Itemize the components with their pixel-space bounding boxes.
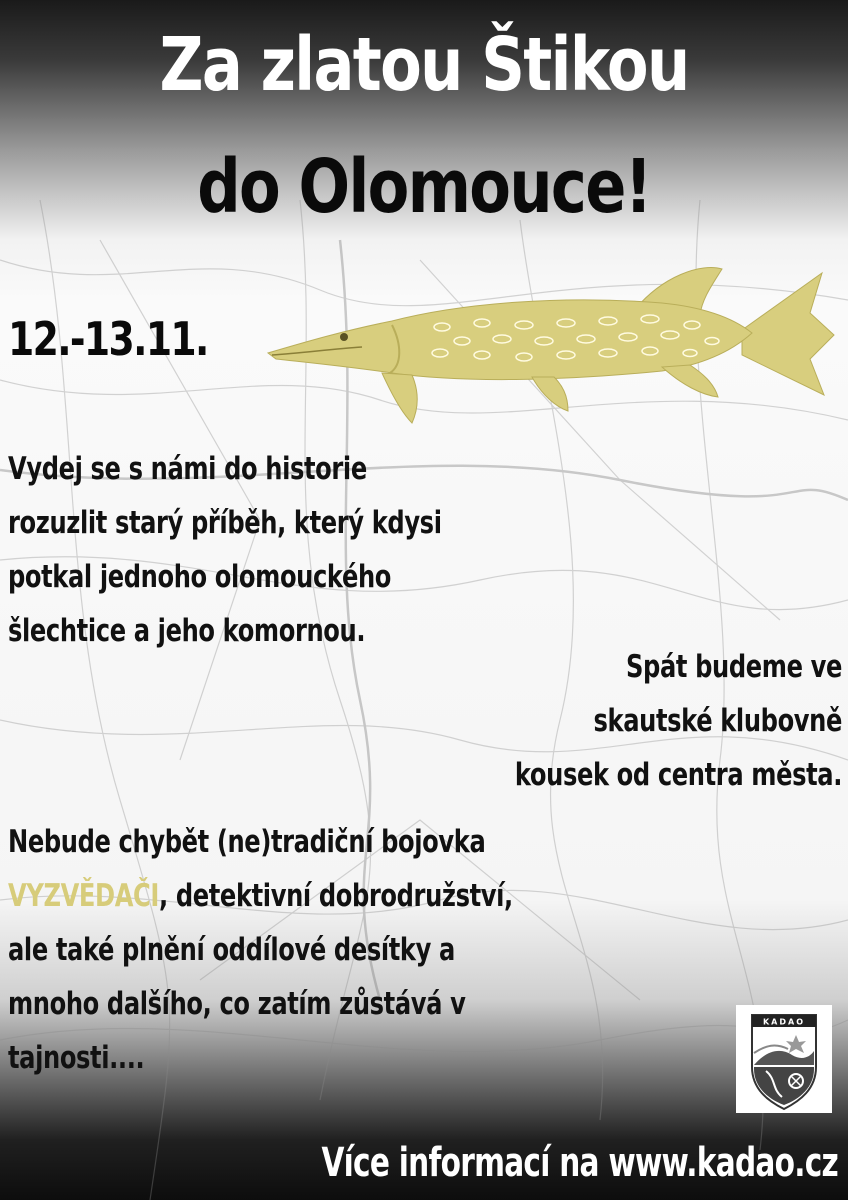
intro-paragraph <box>8 442 499 658</box>
event-date: 12.-13.11. <box>8 312 208 366</box>
kadao-logo <box>736 1005 832 1113</box>
title-line-1: Za zlatou Štikou <box>159 22 689 108</box>
accommodation-line: skautské klubovně <box>593 703 842 739</box>
footer-info: Více informací na www.kadao.cz <box>321 1140 838 1186</box>
intro-line: potkal jednoho olomouckého <box>8 559 392 595</box>
highlight-vyzvedaci: VYZVĚDAČI <box>8 878 160 914</box>
program-line: ale také plnění oddílové desítky a <box>8 932 455 968</box>
accommodation-paragraph <box>405 640 842 802</box>
intro-line: šlechtice a jeho komornou. <box>8 613 366 649</box>
intro-line: Vydej se s námi do historie <box>8 451 367 487</box>
title-line-2: do Olomouce! <box>197 144 651 230</box>
intro-line: rozuzlit starý příběh, který kdysi <box>8 505 442 541</box>
logo-text: KADAO <box>762 1017 806 1027</box>
pike-illustration <box>262 255 837 430</box>
program-line <box>8 869 570 923</box>
program-paragraph <box>8 815 570 1085</box>
program-line: mnoho dalšího, co zatím zůstává v <box>8 986 466 1022</box>
accommodation-line: Spát budeme ve <box>626 649 842 685</box>
program-line: tajnosti.... <box>8 1040 145 1076</box>
accommodation-line: kousek od centra města. <box>514 757 842 793</box>
program-line: Nebude chybět (ne)tradiční bojovka <box>8 824 486 860</box>
program-line-rest: , detektivní dobrodružství, <box>159 878 513 914</box>
